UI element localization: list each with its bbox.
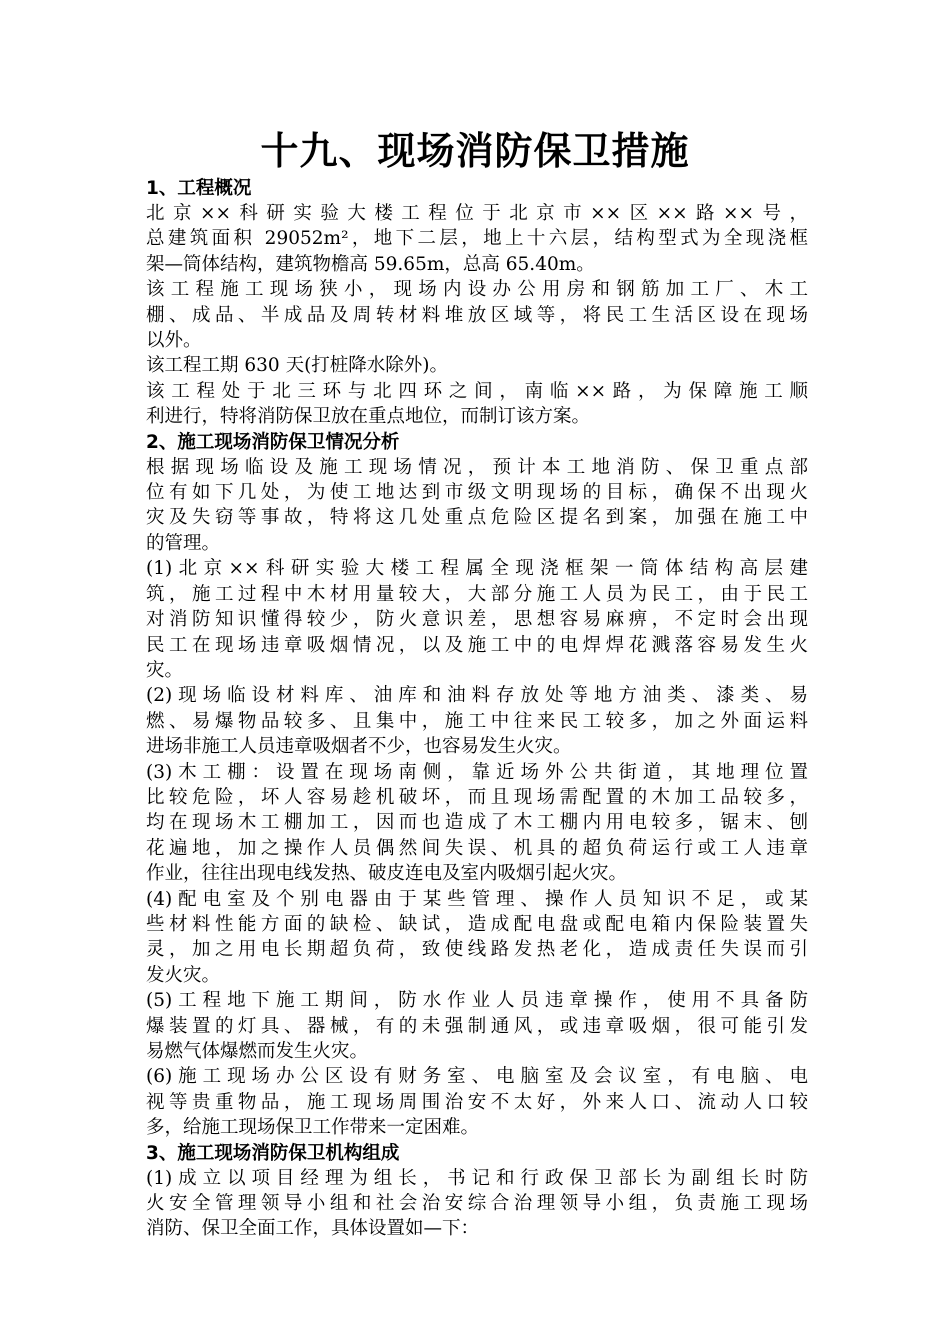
document-body	[146, 176, 808, 1242]
paragraph	[146, 683, 808, 759]
paragraph-line: 多，给施工现场保卫工作带来一定困难。	[146, 1117, 480, 1139]
section-heading: 1、工程概况	[146, 178, 252, 199]
paragraph-line: 该工程施工现场狭小，现场内设办公用房和钢筋加工厂、木工	[146, 279, 808, 301]
paragraph	[146, 988, 808, 1064]
paragraph-line: 棚、成品、半成品及周转材料堆放区域等，将民工生活区设在现场	[146, 304, 808, 326]
paragraph	[146, 1064, 808, 1140]
paragraph	[146, 379, 808, 430]
paragraph-line: 架—筒体结构，建筑物檐高 59.65m，总高 65.40m。	[146, 253, 595, 275]
paragraph-line: 发火灾。	[146, 964, 221, 986]
paragraph-line: (6)施工现场办公区设有财务室、电脑室及会议室，有电脑、电	[146, 1066, 808, 1088]
paragraph-line: (1)北京××科研实验大楼工程属全现浇框架一筒体结构高层建	[146, 558, 808, 580]
document-title: 十九、现场消防保卫措施	[260, 129, 690, 173]
paragraph-line: 易燃气体爆燃而发生火灾。	[146, 1041, 369, 1062]
paragraph-line: (4)配电室及个别电器由于某些管理、操作人员知识不足，或某	[146, 888, 808, 910]
paragraph-line: 些材料性能方面的缺检、缺试，造成配电盘或配电箱内保险装置失	[146, 913, 808, 935]
paragraph	[146, 760, 808, 887]
paragraph-line: 的管理。	[146, 532, 221, 554]
paragraph-line: 消防、保卫全面工作，具体设置如—下：	[146, 1218, 480, 1240]
paragraph-line: 对消防知识懂得较少，防火意识差，思想容易麻痹，不定时会出现	[146, 609, 808, 631]
paragraph	[146, 277, 808, 353]
paragraph-line: 根据现场临设及施工现场情况，预计本工地消防、保卫重点部	[146, 456, 808, 478]
paragraph-line: 位有如下几处，为使工地达到市级文明现场的目标，确保不出现火	[146, 482, 808, 504]
paragraph-line: (3)木工棚：设置在现场南侧，靠近场外公共街道，其地理位置	[146, 761, 808, 783]
paragraph-line: 燃、易爆物品较多、且集中，施工中往来民工较多，加之外面运料	[146, 710, 808, 732]
paragraph-line: 该工程处于北三环与北四环之间，南临××路，为保障施工顺	[146, 380, 808, 402]
paragraph-line: 总建筑面积 29052m²，地下二层，地上十六层，结构型式为全现浇框	[146, 228, 808, 250]
paragraph-line: 灾及失窃等事故，特将这几处重点危险区提名到案，加强在施工中	[146, 507, 808, 529]
paragraph-line: 进场非施工人员违章吸烟者不少，也容易发生火灾。	[146, 736, 572, 758]
paragraph	[146, 201, 808, 277]
paragraph	[146, 887, 808, 989]
section-heading: 2、施工现场消防保卫情况分析	[146, 431, 400, 453]
paragraph	[146, 353, 808, 378]
section-heading: 3、施工现场消防保卫机构组成	[146, 1142, 400, 1164]
paragraph-line: 该工程工期 630 天(打桩降水除外)。	[146, 355, 449, 377]
paragraph-line: 灾。	[146, 659, 184, 681]
paragraph-line: 北京××科研实验大楼工程位于北京市××区××路××号，	[146, 203, 808, 224]
paragraph-line: (2)现场临设材料库、油库和油料存放处等地方油类、漆类、易	[146, 685, 808, 707]
paragraph-line: 筑，施工过程中木材用量较大，大部分施工人员为民工，由于民工	[146, 583, 808, 605]
paragraph-line: 火安全管理领导小组和社会治安综合治理领导小组，负责施工现场	[146, 1193, 808, 1215]
paragraph	[146, 556, 808, 683]
paragraph-line: 视等贵重物品，施工现场周围治安不太好，外来人口、流动人口较	[146, 1091, 808, 1113]
paragraph-line: 比较危险，坏人容易趁机破坏，而且现场需配置的木加工品较多，	[146, 786, 808, 808]
paragraph-line: (5)工程地下施工期间，防水作业人员违章操作，使用不具备防	[146, 990, 808, 1012]
paragraph-line: 花遍地，加之操作人员偶然间失误、机具的超负荷运行或工人违章	[146, 837, 808, 859]
paragraph-line: 作业，往往出现电线发热、破皮连电及室内吸烟引起火灾。	[146, 863, 628, 885]
paragraph-line: (1)成立以项目经理为组长，书记和行政保卫部长为副组长时防	[146, 1167, 808, 1189]
paragraph-line: 灵，加之用电长期超负荷，致使线路发热老化，造成责任失误而引	[146, 939, 808, 961]
paragraph-line: 民工在现场违章吸烟情况，以及施工中的电焊焊花溅落容易发生火	[146, 634, 808, 656]
paragraph	[146, 455, 808, 557]
paragraph-line: 爆装置的灯具、器械，有的未强制通风，或违章吸烟，很可能引发	[146, 1015, 808, 1037]
paragraph	[146, 1166, 808, 1242]
paragraph-line: 利进行，特将消防保卫放在重点地位，而制订该方案。	[146, 406, 591, 428]
paragraph-line: 以外。	[146, 330, 202, 352]
paragraph-line: 均在现场木工棚加工，因而也造成了木工棚内用电较多，锯末、刨	[146, 812, 808, 834]
